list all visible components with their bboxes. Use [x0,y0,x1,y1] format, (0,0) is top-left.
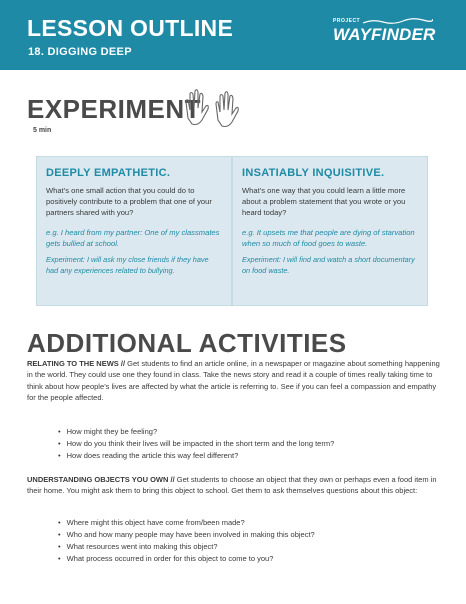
objects-text: Get students to choose an object that they own or perhaps even a food item in their home. You might ask them to bring this object to school. Get them to ask themselves questions about this object: [27,475,437,496]
card-question: What’s one small action that you could do to positively contribute to a problem that one of your partners shared with you? [46,186,212,217]
card-title: INSATIABLY INQUISITIVE. [242,167,385,179]
card-example: e.g. I heard from my partner: One of my classmates gets bullied at school. [46,228,220,248]
header-banner [0,0,466,70]
objects-paragraph [27,474,441,497]
logo-wave-icon [363,18,433,25]
card-experiment: Experiment: I will ask my close friends if they have had any experiences related to bullying. [46,255,209,275]
experiment-duration: 5 min [33,127,52,134]
list-item: • What process occurred in order for this object to come to you? [58,553,315,565]
news-heading: RELATING TO THE NEWS // [27,359,126,368]
logo-big-text: WAYFINDER [333,25,436,44]
list-item: • Who and how many people may have been involved in making this object? [58,529,315,541]
hands-icon [184,88,242,128]
lesson-subtitle: 18. DIGGING DEEP [28,46,132,58]
card-title: DEEPLY EMPATHETIC. [46,167,171,179]
lesson-title: LESSON OUTLINE [27,15,234,41]
additional-activities-title: ADDITIONAL ACTIVITIES [27,328,347,358]
logo-small-text: PROJECT [333,18,361,24]
news-text: Get students to find an article online, in a newspaper or magazine about something happening in the world. They could use one they found in class. Take the news story and read it a couple of times really taking time to think about how people’s lives are affected by what the article is referring to. See if you can feel a compassion and empathy for the people affected. [27,359,440,403]
news-paragraph [27,358,441,404]
card-question: What’s one way that you could learn a little more about a problem statement that you wrote or you heard today? [242,186,406,217]
objects-bullet-list [58,517,315,566]
news-bullet-list [58,426,334,462]
list-item: • How does reading the article this way feel different? [58,450,334,462]
card-experiment: Experiment: I will find and watch a short documentary on food waste. [242,255,415,275]
wayfinder-logo [333,18,438,48]
list-item: • How might they be feeling? [58,426,334,438]
card-example: e.g. It upsets me that people are dying of starvation when so much of food goes to waste. [242,228,415,248]
list-item: • Where might this object have come from/been made? [58,517,315,529]
card-insatiably-inquisitive [232,156,428,306]
objects-heading: UNDERSTANDING OBJECTS YOU OWN // [27,475,175,484]
experiment-title: EXPERIMENT [27,94,202,124]
list-item: • What resources went into making this object? [58,541,315,553]
list-item: • How do you think their lives will be impacted in the short term and the long term? [58,438,334,450]
card-deeply-empathetic [36,156,232,306]
